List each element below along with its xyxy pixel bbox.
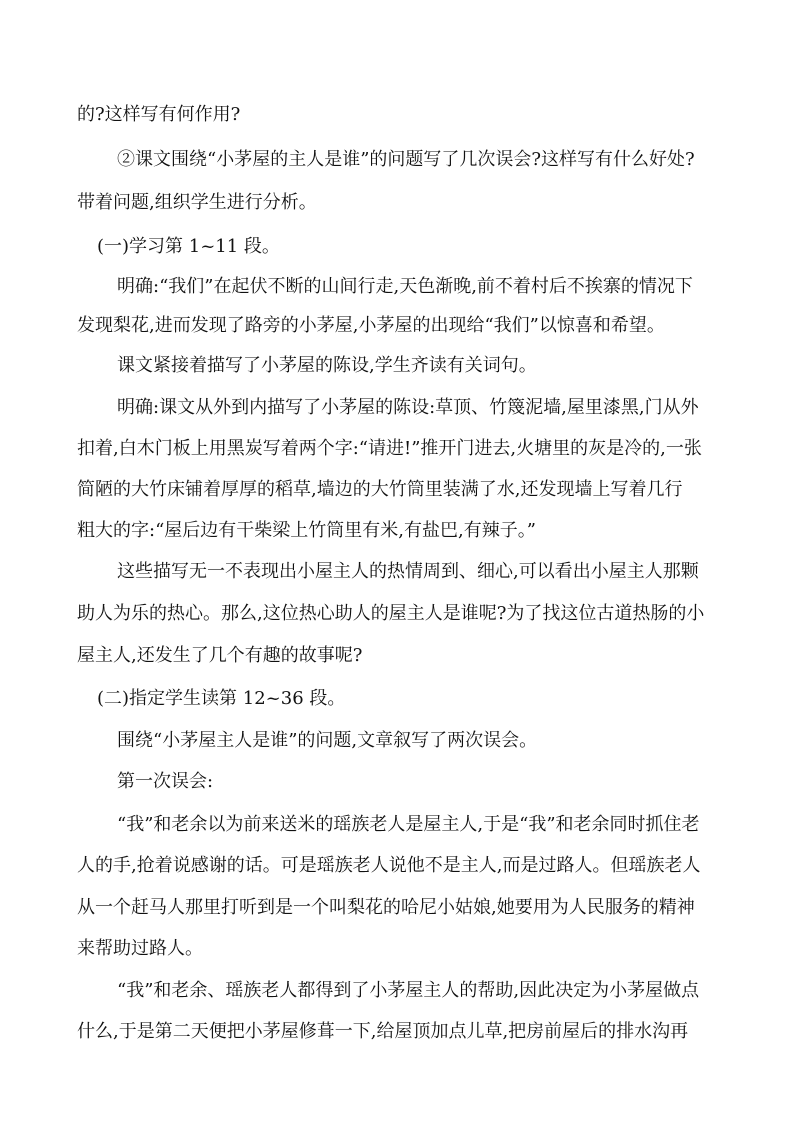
text-line: 明确:课文从外到内描写了小茅屋的陈设:草顶、竹篾泥墙,屋里漆黑,门从外 (117, 397, 699, 418)
text-line: 简陋的大竹床铺着厚厚的稻草,墙边的大竹筒里装满了水,还发现墙上写着几行 (77, 479, 683, 500)
text-line: 从一个赶马人那里打听到是一个叫梨花的哈尼小姑娘,她要用为人民服务的精神 (77, 897, 695, 918)
text-line: “我”和老余以为前来送米的瑶族老人是屋主人,于是“我”和老余同时抓住老 (117, 814, 700, 835)
text-line: 什么,于是第二天便把小茅屋修葺一下,给屋顶加点儿草,把房前屋后的排水沟再 (77, 1021, 689, 1042)
text-line: 发现梨花,进而发现了路旁的小茅屋,小茅屋的出现给“我们”以惊喜和希望。 (77, 315, 665, 336)
text-line: 第一次误会: (117, 771, 214, 792)
text-line: 屋主人,还发生了几个有趣的故事呢? (77, 645, 363, 666)
section-heading: (二)指定学生读第 12~36 段。 (97, 688, 346, 709)
text-line: 带着问题,组织学生进行分析。 (77, 192, 317, 213)
text-line: 明确:“我们”在起伏不断的山间行走,天色渐晚,前不着村后不挨寨的情况下 (117, 276, 693, 297)
text-line: 围绕“小茅屋主人是谁”的问题,文章叙写了两次误会。 (117, 730, 538, 751)
text-line: 粗大的字:“屋后边有干柴梁上竹筒里有米,有盐巴,有辣子。” (77, 520, 536, 541)
section-heading: (一)学习第 1~11 段。 (97, 236, 280, 257)
text-line: 扣着,白木门板上用黑炭写着两个字:“请进!”推开门进去,火塘里的灰是冷的,一张 (77, 438, 702, 459)
text-line: 人的手,抢着说感谢的话。可是瑶族老人说他不是主人,而是过路人。但瑶族老人 (77, 855, 701, 876)
text-line: ②课文围绕“小茅屋的主人是谁”的问题写了几次误会?这样写有什么好处? (117, 149, 695, 170)
text-line: 助人为乐的热心。那么,这位热心助人的屋主人是谁呢?为了找这位古道热肠的小 (77, 603, 705, 624)
text-line: 的?这样写有何作用? (77, 104, 241, 125)
text-line: 这些描写无一不表现出小屋主人的热情周到、细心,可以看出小屋主人那颗 (117, 561, 699, 582)
text-line: 来帮助过路人。 (77, 938, 203, 959)
text-line: “我”和老余、瑶族老人都得到了小茅屋主人的帮助,因此决定为小茅屋做点 (117, 980, 700, 1001)
text-line: 课文紧接着描写了小茅屋的陈设,学生齐读有关词句。 (117, 355, 537, 376)
